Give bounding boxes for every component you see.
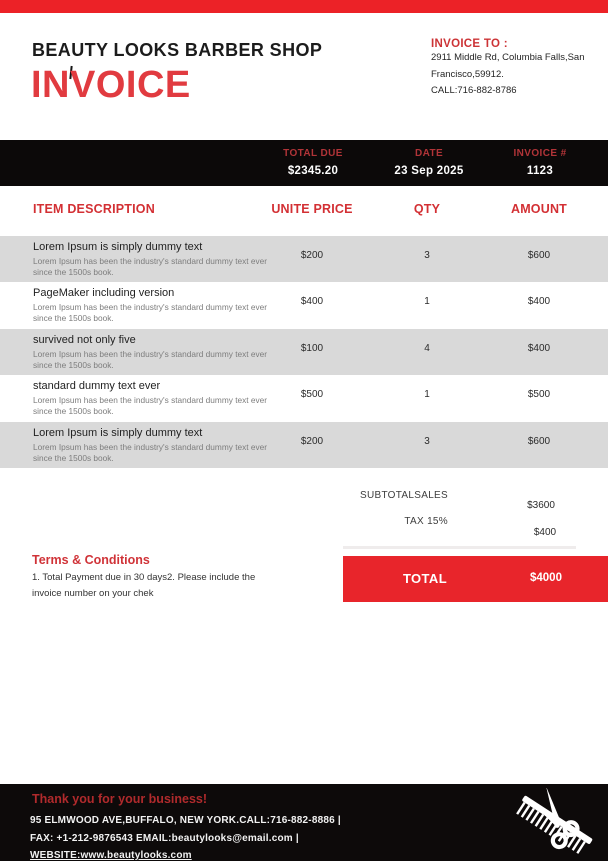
qty-value: 1 xyxy=(424,296,430,307)
invoice-number-block xyxy=(481,148,599,177)
column-header-unit-price: UNITE PRICE xyxy=(271,202,353,216)
invoice-to-block xyxy=(431,38,601,100)
shop-name: BEAUTY LOOKS BARBER SHOP xyxy=(32,40,323,60)
item-description: Lorem Ipsum has been the industry's standard dummy text ever since the 1500s book. xyxy=(33,395,268,416)
item-title: standard dummy text ever xyxy=(33,380,161,392)
footer-address-phone: 95 ELMWOOD AVE,BUFFALO, NEW YORK.CALL:716-882-8886 | xyxy=(30,815,341,826)
total-due-label: TOTAL DUE xyxy=(283,148,343,159)
item-title: PageMaker including version xyxy=(33,287,175,299)
total-bar-shadow xyxy=(343,546,576,549)
date-label: DATE xyxy=(414,148,444,159)
item-description: Lorem Ipsum has been the industry's standard dummy text ever since the 1500s book. xyxy=(33,302,268,323)
tax-label: TAX 15% xyxy=(404,516,448,527)
item-title: Lorem Ipsum is simply dummy text xyxy=(33,427,203,439)
top-accent-bar xyxy=(0,0,608,13)
column-header-item-description: ITEM DESCRIPTION xyxy=(33,202,155,216)
terms-line: 1. Total Payment due in 30 days2. Please include the xyxy=(32,572,256,583)
invoice-to-address-line: Francisco,59912. xyxy=(431,68,504,80)
amount-value: $400 xyxy=(527,343,551,354)
amount-value: $600 xyxy=(527,436,551,447)
subtotal-label: SUBTOTALSALES xyxy=(359,490,448,501)
amount-value: $600 xyxy=(527,250,551,261)
table-row xyxy=(0,236,608,282)
item-description: Lorem Ipsum has been the industry's standard dummy text ever since the 1500s book. xyxy=(33,349,268,370)
total-due-block xyxy=(255,148,371,177)
grand-total-label: TOTAL xyxy=(402,571,448,586)
invoice-number-value: 1123 xyxy=(526,165,554,177)
terms-heading: Terms & Conditions xyxy=(32,553,150,567)
item-title: Lorem Ipsum is simply dummy text xyxy=(33,241,203,253)
column-header-qty: QTY xyxy=(413,202,441,216)
thank-you-message: Thank you for your business! xyxy=(32,792,208,806)
footer xyxy=(0,784,608,861)
date-value: 23 Sep 2025 xyxy=(394,165,464,177)
subtotal-value: $3600 xyxy=(527,500,555,511)
qty-value: 3 xyxy=(424,250,430,261)
qty-value: 1 xyxy=(424,389,430,400)
tax-value: $400 xyxy=(533,527,557,538)
summary-bar xyxy=(0,140,608,186)
table-row xyxy=(0,282,608,328)
unit-price-value: $500 xyxy=(300,389,324,400)
total-due-value: $2345.20 xyxy=(287,165,339,177)
invoice-number-label: INVOICE # xyxy=(513,148,567,159)
terms-line: invoice number on your chek xyxy=(32,588,154,599)
item-description: Lorem Ipsum has been the industry's standard dummy text ever since the 1500s book. xyxy=(33,442,268,463)
amount-value: $500 xyxy=(527,389,551,400)
footer-website-link[interactable]: WEBSITE:www.beautylooks.com xyxy=(30,850,192,861)
invoice-to-label: INVOICE TO : xyxy=(431,38,508,50)
table-row xyxy=(0,375,608,421)
grand-total-bar xyxy=(343,556,608,602)
grand-total-value: $4000 xyxy=(530,572,562,584)
qty-value: 3 xyxy=(424,436,430,447)
unit-price-value: $200 xyxy=(300,436,324,447)
date-block xyxy=(370,148,488,177)
amount-value: $400 xyxy=(527,296,551,307)
unit-price-value: $400 xyxy=(300,296,324,307)
invoice-to-phone: CALL:716-882-8786 xyxy=(431,85,517,96)
page-title: INVOICE xyxy=(31,64,191,106)
unit-price-value: $100 xyxy=(300,343,324,354)
item-title: survived not only five xyxy=(33,334,136,346)
scissors-comb-icon xyxy=(508,788,600,860)
unit-price-value: $200 xyxy=(300,250,324,261)
table-row xyxy=(0,422,608,468)
qty-value: 4 xyxy=(424,343,430,354)
item-description: Lorem Ipsum has been the industry's standard dummy text ever since the 1500s book. xyxy=(33,256,268,277)
table-row xyxy=(0,329,608,375)
footer-fax-email: FAX: +1-212-9876543 EMAIL:beautylooks@email.com | xyxy=(30,833,299,844)
column-header-amount: AMOUNT xyxy=(510,202,568,216)
invoice-to-address-line: 2911 Middle Rd, Columbia Falls,San xyxy=(431,52,585,63)
